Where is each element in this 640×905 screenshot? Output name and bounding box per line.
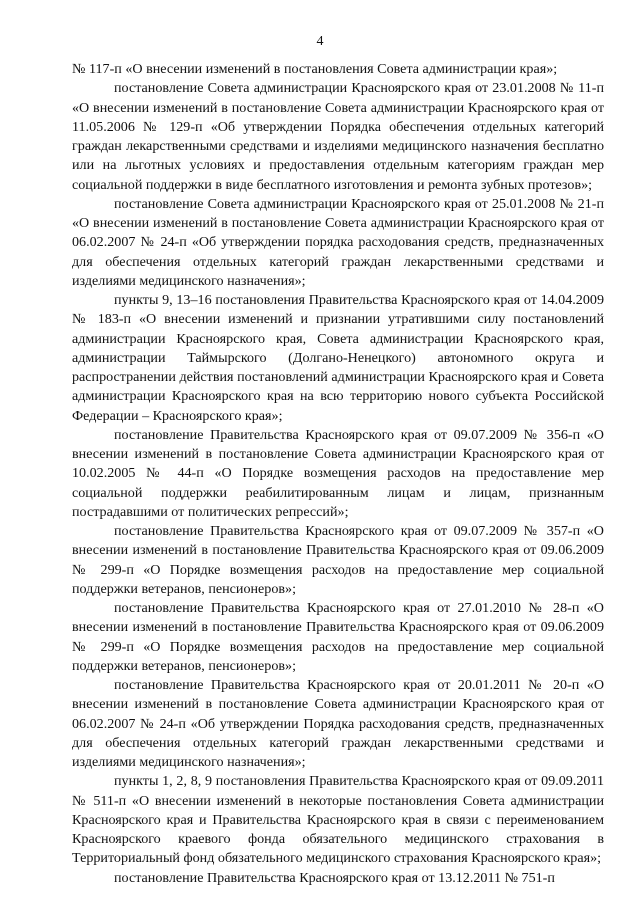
paragraph-1: № 117-п «О внесении изменений в постановления Совета администрации края»;	[72, 61, 558, 77]
paragraph-3: постановление Совета администрации Красноярского края от 25.01.2008 № 21-п «О внесении изменений в постановление Совета администрации Красноярского края от 06.02.2007 № 24-п «Об утверждении порядка расходования средств, предназначенных для обеспечения отдельных категорий граждан лекарственными средствами и изделиями медицинского назначения»;	[72, 195, 604, 289]
paragraph-10: постановление Правительства Красноярского края от 13.12.2011 № 751-п	[114, 869, 555, 886]
paragraph-7: постановление Правительства Красноярского края от 27.01.2010 № 28-п «О внесении изменений в постановление Правительства Красноярского края от 09.06.2009 № 299-п «О Порядке возмещения расходов на предоставление мер социальной поддержки ветеранов, пенсионеров»;	[72, 600, 604, 674]
paragraph-4: пункты 9, 13–16 постановления Правительства Красноярского края от 14.04.2009 № 183-п «О внесении изменений и признании утратившими силу постановлений администрации Красноярского края, Совета администрации Красноярского края, администрации Таймырского (Долгано-Ненецкого) автономного округа и распространении действия постановлений администрации Красноярского края и Совета администрации Красноярского края на всю территорию нового субъекта Российской Федерации – Красноярского края»;	[72, 292, 604, 424]
paragraph-6: постановление Правительства Красноярского края от 09.07.2009 № 357-п «О внесении изменений в постановление Правительства Красноярского края от 09.06.2009 № 299-п «О Порядке возмещения расходов на предоставление мер социальной поддержки ветеранов, пенсионеров»;	[72, 523, 604, 597]
paragraph-2: постановление Совета администрации Красноярского края от 23.01.2008 № 11-п «О внесении изменений в постановление Совета администрации Красноярского края от 11.05.2006 № 129-п «Об утверждении Порядка обеспечения отдельных категорий граждан лекарственными средствами и изделиями медицинского назначения бесплатно или на льготных условиях и предоставления отдельным категориям граждан мер социальной поддержки в виде бесплатного изготовления и ремонта зубных протезов»;	[72, 80, 604, 193]
paragraph-9: пункты 1, 2, 8, 9 постановления Правительства Красноярского края от 09.09.2011 № 511-п «О внесении изменений в некоторые постановления Совета администрации Красноярского края и Правительства Красноярского края в связи с переименованием Красноярского краевого фонда обязательного медицинского страхования в Территориальный фонд обязательного медицинского страхования Красноярского края»;	[72, 773, 604, 867]
page-number: 4	[316, 34, 324, 49]
paragraph-5: постановление Правительства Красноярского края от 09.07.2009 № 356-п «О внесении изменений в постановление Совета администрации Красноярского края от 10.02.2005 № 44-п «О Порядке возмещения расходов на предоставление мер социальной поддержки реабилитированным лицам и лицам, признанным пострадавшими от политических репрессий»;	[72, 426, 604, 520]
document-body	[72, 60, 604, 888]
paragraph-8: постановление Правительства Красноярского края от 20.01.2011 № 20-п «О внесении изменений в постановление Совета администрации Красноярского края от 06.02.2007 № 24-п «Об утверждении Порядка расходования средств, предназначенных для обеспечения отдельных категорий граждан лекарственными средствами и изделиями медицинского назначения»;	[72, 677, 604, 770]
